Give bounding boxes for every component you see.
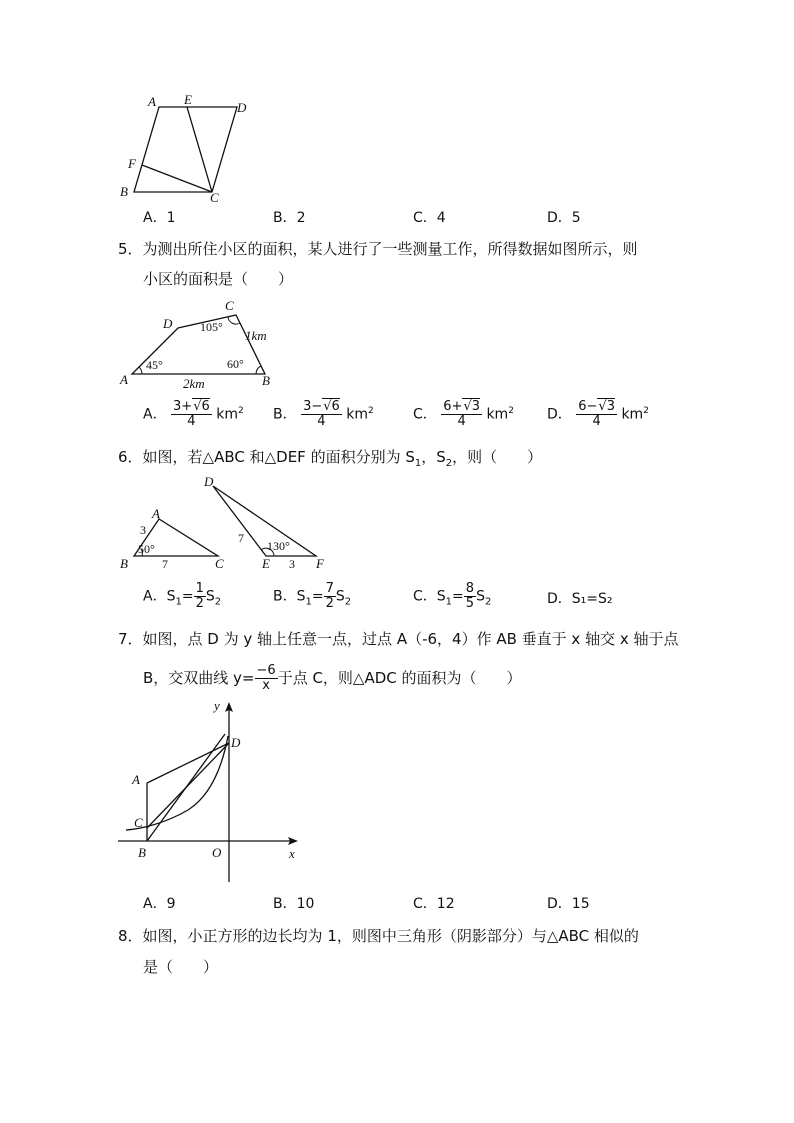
q7-stem-line2: B，交双曲线 y= $\frac{-6}{x}$ 于点 C，则△ADC 的面积为（ ） xyxy=(143,663,522,693)
q6-option-c[interactable]: C．$S_1=$ $\frac{8}{5}$ $S_2$ xyxy=(413,581,492,611)
q4-label-f: F xyxy=(128,156,136,171)
q6-label-e: E xyxy=(262,556,270,571)
q7-segment-bd xyxy=(147,734,225,841)
q5-side-ab: 2km xyxy=(183,376,205,391)
q8-stem-line1: 8．如图，小正方形的边长均为 1，则图中三角形（阴影部分）与△ABC 相似的 xyxy=(118,927,639,945)
q8-stem-line2: 是（ ） xyxy=(143,958,219,976)
q5-label-c: C xyxy=(225,298,234,313)
q4-segment-ec xyxy=(187,107,212,192)
q5-angle-b: 60° xyxy=(227,357,244,371)
q5-option-b[interactable]: B． $\frac{3-√6}{4}$ $km^2$ xyxy=(273,399,374,429)
q5-angle-a-arc xyxy=(139,367,142,374)
q6-label-d: D xyxy=(204,474,214,489)
q7-option-a[interactable]: A．9 xyxy=(143,896,176,912)
q7-label-o: O xyxy=(212,845,222,860)
q4-option-d[interactable]: D．5 xyxy=(547,210,581,226)
q7-segment-ad xyxy=(147,743,229,783)
q6-option-a-fraction: $\frac{1}{2}$ xyxy=(195,581,204,611)
q5-option-d-fraction: $\frac{6-√3}{4}$ xyxy=(578,399,615,429)
q7-label-x: x xyxy=(289,846,295,861)
q7-label-c: C xyxy=(134,815,143,830)
q5-label-d: D xyxy=(163,316,173,331)
q7-label-d: D xyxy=(231,735,241,750)
q6-label-f: F xyxy=(316,556,324,571)
q6-stem: 6．如图，若△ABC 和△DEF 的面积分别为 $S_1$，$S_2$，则（ ） xyxy=(118,448,543,469)
q7-label-b: B xyxy=(138,845,146,860)
q7-option-b[interactable]: B．10 xyxy=(273,896,315,912)
q5-option-a[interactable]: A． $\frac{3+√6}{4}$ $km^2$ xyxy=(143,399,244,429)
q5-stem-line1: 5．为测出所住小区的面积，某人进行了一些测量工作，所得数据如图所示，则 xyxy=(118,240,638,258)
q6-angle-b: 50° xyxy=(138,542,155,556)
q7-stem-line1: 7．如图，点 D 为 y 轴上任意一点，过点 A（-6，4）作 AB 垂直于 x 轴交 x 轴于点 xyxy=(118,630,679,648)
q6-option-d[interactable]: D．S₁=S₂ xyxy=(547,591,613,607)
q6-option-a[interactable]: A．$S_1=$ $\frac{1}{2}$ $S_2$ xyxy=(143,581,222,611)
q7-figure xyxy=(112,696,312,886)
q6-label-a: A xyxy=(152,506,160,521)
q6-side-ef: 3 xyxy=(289,557,295,571)
q5-label-a: A xyxy=(120,372,128,387)
q4-label-c: C xyxy=(210,190,219,204)
q6-triangle-def xyxy=(213,486,316,556)
q4-segment-fc xyxy=(142,165,212,192)
q7-option-c[interactable]: C．12 xyxy=(413,896,455,912)
q6-side-de: 7 xyxy=(238,531,244,545)
q5-option-a-fraction: $\frac{3+√6}{4}$ xyxy=(173,399,210,429)
q4-label-e: E xyxy=(184,92,192,107)
q6-side-bc: 7 xyxy=(162,557,168,571)
q4-option-a[interactable]: A．1 xyxy=(143,210,176,226)
q5-option-c[interactable]: C． $\frac{6+√3}{4}$ $km^2$ xyxy=(413,399,514,429)
q5-label-b: B xyxy=(262,373,270,388)
q6-figure xyxy=(112,472,332,576)
q6-option-b[interactable]: B．$S_1=$ $\frac{7}{2}$ $S_2$ xyxy=(273,581,352,611)
q4-option-b[interactable]: B．2 xyxy=(273,210,306,226)
q5-option-b-fraction: $\frac{3-√6}{4}$ xyxy=(303,399,340,429)
q4-label-b: B xyxy=(120,184,128,199)
q5-side-bc: 1km xyxy=(245,328,267,343)
q4-parallelogram xyxy=(134,107,237,192)
q6-option-c-fraction: $\frac{8}{5}$ xyxy=(465,581,475,611)
q5-option-c-fraction: $\frac{6+√3}{4}$ xyxy=(443,399,480,429)
q4-label-d: D xyxy=(237,100,247,115)
q7-fraction: $\frac{-6}{x}$ xyxy=(256,663,276,693)
q4-label-a: A xyxy=(148,94,156,109)
q5-angle-a: 45° xyxy=(146,358,163,372)
q7-option-d[interactable]: D．15 xyxy=(547,896,590,912)
q6-angle-e: 130° xyxy=(267,539,290,553)
q5-figure xyxy=(115,296,285,392)
q5-stem-line2: 小区的面积是（ ） xyxy=(143,270,294,288)
q7-label-a: A xyxy=(132,772,140,787)
q4-option-c[interactable]: C．4 xyxy=(413,210,446,226)
q6-label-b: B xyxy=(120,556,128,571)
q6-label-c: C xyxy=(215,556,224,571)
q4-figure xyxy=(112,92,272,204)
q5-option-d[interactable]: D． $\frac{6-√3}{4}$ $km^2$ xyxy=(547,399,649,429)
q6-side-ab: 3 xyxy=(140,523,146,537)
q5-angle-c: 105° xyxy=(200,320,223,334)
q6-option-b-fraction: $\frac{7}{2}$ xyxy=(325,581,334,611)
q7-label-y: y xyxy=(214,698,220,713)
q5-angle-b-arc xyxy=(256,366,261,374)
